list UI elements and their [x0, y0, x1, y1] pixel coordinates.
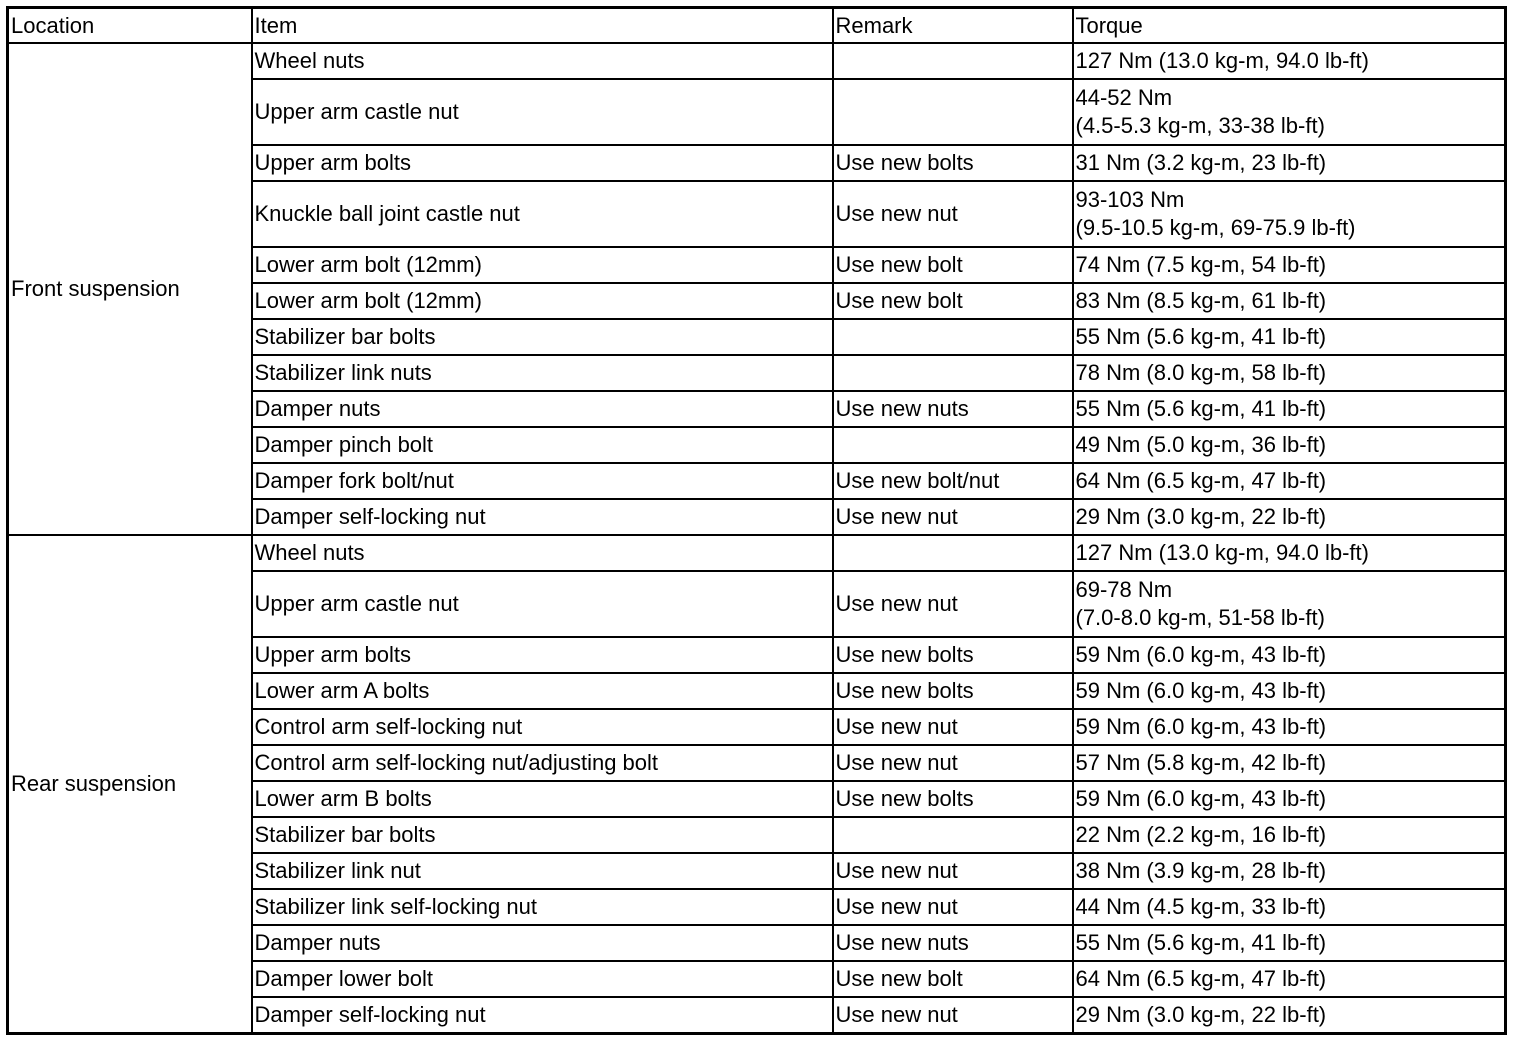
remark-cell: Use new nuts: [833, 925, 1073, 961]
remark-cell: Use new nuts: [833, 391, 1073, 427]
torque-value: 93-103 Nm: [1075, 187, 1185, 212]
remark-cell: Use new nut: [833, 709, 1073, 745]
item-cell: Upper arm bolts: [252, 637, 833, 673]
torque-value: 64 Nm (6.5 kg-m, 47 lb-ft): [1075, 468, 1327, 493]
item-cell: Lower arm B bolts: [252, 781, 833, 817]
torque-cell: [1073, 43, 1506, 79]
torque-cell: [1073, 889, 1506, 925]
item-cell: Stabilizer link self-locking nut: [252, 889, 833, 925]
torque-cell: [1073, 817, 1506, 853]
item-cell: Damper fork bolt/nut: [252, 463, 833, 499]
torque-value: 69-78 Nm: [1075, 577, 1173, 602]
item-cell: Upper arm bolts: [252, 145, 833, 181]
torque-value: 44 Nm (4.5 kg-m, 33 lb-ft): [1075, 894, 1327, 919]
torque-cell: [1073, 745, 1506, 781]
torque-value: 64 Nm (6.5 kg-m, 47 lb-ft): [1075, 966, 1327, 991]
torque-cell: [1073, 499, 1506, 535]
item-cell: Wheel nuts: [252, 43, 833, 79]
remark-cell: Use new nut: [833, 181, 1073, 247]
table-header: [8, 8, 1506, 44]
header-item: Item: [252, 8, 833, 44]
item-cell: Wheel nuts: [252, 535, 833, 571]
header-row: [8, 8, 1506, 44]
torque-value: 22 Nm (2.2 kg-m, 16 lb-ft): [1075, 822, 1327, 847]
remark-cell: [833, 79, 1073, 145]
remark-cell: Use new bolts: [833, 781, 1073, 817]
torque-spec-table: [6, 6, 1507, 1035]
torque-cell: [1073, 319, 1506, 355]
item-cell: Damper nuts: [252, 391, 833, 427]
torque-cell: [1073, 427, 1506, 463]
item-cell: Lower arm bolt (12mm): [252, 247, 833, 283]
header-torque: Torque: [1073, 8, 1506, 44]
item-cell: Damper lower bolt: [252, 961, 833, 997]
remark-cell: [833, 817, 1073, 853]
table-row: [8, 43, 1506, 79]
header-location: Location: [8, 8, 252, 44]
remark-cell: [833, 319, 1073, 355]
torque-cell: [1073, 391, 1506, 427]
torque-cell: [1073, 673, 1506, 709]
remark-cell: [833, 535, 1073, 571]
torque-cell: [1073, 637, 1506, 673]
remark-cell: [833, 355, 1073, 391]
torque-value: 29 Nm (3.0 kg-m, 22 lb-ft): [1075, 504, 1327, 529]
item-cell: Stabilizer bar bolts: [252, 817, 833, 853]
remark-cell: Use new nut: [833, 571, 1073, 637]
torque-cell: [1073, 535, 1506, 571]
item-cell: Stabilizer link nut: [252, 853, 833, 889]
torque-cell: [1073, 997, 1506, 1034]
torque-cell: [1073, 781, 1506, 817]
item-cell: Damper self-locking nut: [252, 499, 833, 535]
table-row: [8, 535, 1506, 571]
item-cell: Lower arm bolt (12mm): [252, 283, 833, 319]
torque-cell: [1073, 181, 1506, 247]
item-cell: Upper arm castle nut: [252, 571, 833, 637]
item-cell: Lower arm A bolts: [252, 673, 833, 709]
item-cell: Damper nuts: [252, 925, 833, 961]
torque-cell: [1073, 355, 1506, 391]
torque-cell: [1073, 247, 1506, 283]
torque-cell: [1073, 853, 1506, 889]
torque-value: 49 Nm (5.0 kg-m, 36 lb-ft): [1075, 432, 1327, 457]
remark-cell: Use new nut: [833, 997, 1073, 1034]
location-cell: Rear suspension: [8, 535, 252, 1034]
remark-cell: [833, 43, 1073, 79]
item-cell: Control arm self-locking nut/adjusting bolt: [252, 745, 833, 781]
remark-cell: Use new bolt: [833, 961, 1073, 997]
item-cell: Stabilizer link nuts: [252, 355, 833, 391]
torque-value: (7.0-8.0 kg-m, 51-58 lb-ft): [1075, 605, 1325, 630]
torque-value: 57 Nm (5.8 kg-m, 42 lb-ft): [1075, 750, 1327, 775]
torque-cell: [1073, 961, 1506, 997]
torque-cell: [1073, 463, 1506, 499]
torque-cell: [1073, 283, 1506, 319]
torque-cell: [1073, 925, 1506, 961]
torque-value: (9.5-10.5 kg-m, 69-75.9 lb-ft): [1075, 215, 1356, 240]
torque-value: 78 Nm (8.0 kg-m, 58 lb-ft): [1075, 360, 1327, 385]
remark-cell: Use new bolts: [833, 637, 1073, 673]
item-cell: Damper self-locking nut: [252, 997, 833, 1034]
remark-cell: Use new bolt/nut: [833, 463, 1073, 499]
torque-value: 38 Nm (3.9 kg-m, 28 lb-ft): [1075, 858, 1327, 883]
torque-value: 127 Nm (13.0 kg-m, 94.0 lb-ft): [1075, 540, 1369, 565]
torque-value: 59 Nm (6.0 kg-m, 43 lb-ft): [1075, 786, 1327, 811]
torque-value: 55 Nm (5.6 kg-m, 41 lb-ft): [1075, 324, 1327, 349]
torque-value: 55 Nm (5.6 kg-m, 41 lb-ft): [1075, 396, 1327, 421]
item-cell: Knuckle ball joint castle nut: [252, 181, 833, 247]
remark-cell: Use new nut: [833, 499, 1073, 535]
table-body: [8, 43, 1506, 1034]
torque-value: 74 Nm (7.5 kg-m, 54 lb-ft): [1075, 252, 1327, 277]
torque-cell: [1073, 571, 1506, 637]
torque-cell: [1073, 79, 1506, 145]
torque-cell: [1073, 709, 1506, 745]
remark-cell: Use new bolt: [833, 247, 1073, 283]
torque-value: 44-52 Nm: [1075, 85, 1173, 110]
item-cell: Damper pinch bolt: [252, 427, 833, 463]
header-remark: Remark: [833, 8, 1073, 44]
torque-value: 59 Nm (6.0 kg-m, 43 lb-ft): [1075, 678, 1327, 703]
torque-value: 83 Nm (8.5 kg-m, 61 lb-ft): [1075, 288, 1327, 313]
remark-cell: [833, 427, 1073, 463]
location-cell: Front suspension: [8, 43, 252, 535]
remark-cell: Use new bolt: [833, 283, 1073, 319]
remark-cell: Use new nut: [833, 745, 1073, 781]
torque-value: 127 Nm (13.0 kg-m, 94.0 lb-ft): [1075, 48, 1369, 73]
torque-value: 55 Nm (5.6 kg-m, 41 lb-ft): [1075, 930, 1327, 955]
remark-cell: Use new nut: [833, 889, 1073, 925]
item-cell: Control arm self-locking nut: [252, 709, 833, 745]
torque-value: 59 Nm (6.0 kg-m, 43 lb-ft): [1075, 642, 1327, 667]
item-cell: Stabilizer bar bolts: [252, 319, 833, 355]
torque-value: 59 Nm (6.0 kg-m, 43 lb-ft): [1075, 714, 1327, 739]
item-cell: Upper arm castle nut: [252, 79, 833, 145]
remark-cell: Use new bolts: [833, 673, 1073, 709]
remark-cell: Use new nut: [833, 853, 1073, 889]
torque-cell: [1073, 145, 1506, 181]
remark-cell: Use new bolts: [833, 145, 1073, 181]
torque-value: (4.5-5.3 kg-m, 33-38 lb-ft): [1075, 113, 1325, 138]
torque-value: 29 Nm (3.0 kg-m, 22 lb-ft): [1075, 1002, 1327, 1027]
torque-value: 31 Nm (3.2 kg-m, 23 lb-ft): [1075, 150, 1327, 175]
